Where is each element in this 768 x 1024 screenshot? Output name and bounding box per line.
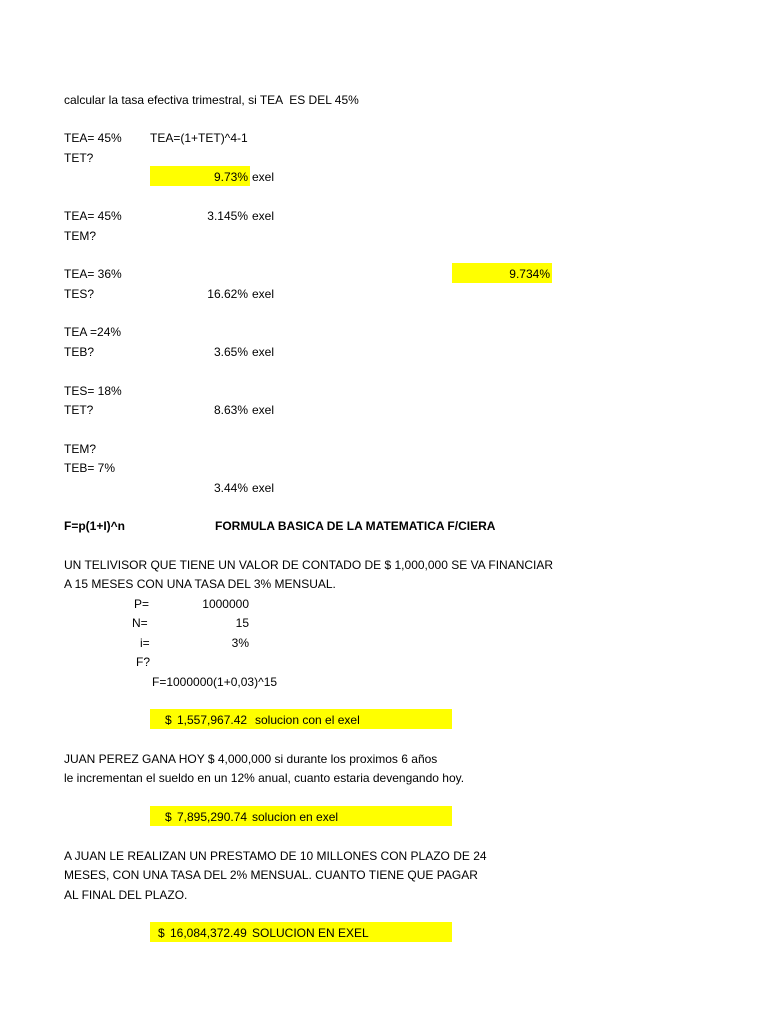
b2-tea: TEA= 45%: [64, 209, 122, 223]
b2-value: 3.145%: [207, 209, 248, 223]
b1-value: 9.73%: [213, 170, 248, 184]
p1-result-note: solucion con el exel: [255, 713, 360, 727]
p2-currency: $: [165, 810, 172, 824]
p1-n-value: 15: [235, 616, 249, 630]
b1-formula: TEA=(1+TET)^4-1: [150, 131, 248, 145]
b3-question: TES?: [64, 287, 95, 301]
b1-tag: exel: [252, 170, 275, 184]
p2-result-note: solucion en exel: [252, 810, 339, 824]
p3-result: 16,084,372.49: [170, 926, 247, 940]
b5-tag: exel: [252, 403, 275, 417]
p1-calc: F=1000000(1+0,03)^15: [152, 675, 278, 689]
formula-title: FORMULA BASICA DE LA MATEMATICA F/CIERA: [215, 519, 496, 533]
b6-question: TEM?: [64, 442, 97, 456]
b3-tag: exel: [252, 287, 275, 301]
b5-tes: TES= 18%: [64, 384, 122, 398]
p3-line1: A JUAN LE REALIZAN UN PRESTAMO DE 10 MILLONES CON PLAZO DE 24: [64, 849, 487, 863]
p1-currency: $: [165, 713, 172, 727]
b2-question: TEM?: [64, 229, 97, 243]
basic-formula: F=p(1+I)^n: [64, 519, 126, 533]
b3-value: 16.62%: [207, 287, 248, 301]
p3-line2: MESES, CON UNA TASA DEL 2% MENSUAL. CUANTO TIENE QUE PAGAR: [64, 868, 478, 882]
p2-result: 7,895,290.74: [177, 810, 248, 824]
p1-p-label: P=: [134, 597, 150, 611]
b1-tea: TEA= 45%: [64, 131, 122, 145]
b6-value: 3.44%: [213, 481, 248, 495]
b3-side-value: 9.734%: [509, 267, 550, 281]
p2-line2: le incrementan el sueldo en un 12% anual, cuanto estaria devengando hoy.: [64, 771, 465, 785]
p3-line3: AL FINAL DEL PLAZO.: [64, 888, 188, 902]
b6-tag: exel: [252, 481, 275, 495]
b5-question: TET?: [64, 403, 94, 417]
b4-question: TEB?: [64, 345, 95, 359]
p2-line1: JUAN PEREZ GANA HOY $ 4,000,000 si durante los proximos 6 años: [64, 752, 438, 766]
b5-value: 8.63%: [213, 403, 248, 417]
p1-n-label: N=: [132, 616, 148, 630]
b4-tea: TEA =24%: [64, 325, 122, 339]
p1-i-label: i=: [140, 636, 150, 650]
intro-text: calcular la tasa efectiva trimestral, si TEA ES DEL 45%: [64, 93, 359, 107]
p1-line1: UN TELIVISOR QUE TIENE UN VALOR DE CONTADO DE $ 1,000,000 SE VA FINANCIAR: [64, 558, 554, 572]
b4-tag: exel: [252, 345, 275, 359]
b1-question: TET?: [64, 151, 94, 165]
p3-currency: $: [158, 926, 165, 940]
p3-result-note: SOLUCION EN EXEL: [252, 926, 369, 940]
b4-value: 3.65%: [213, 345, 248, 359]
b6-teb: TEB= 7%: [64, 461, 116, 475]
p1-result: 1,557,967.42: [177, 713, 248, 727]
p1-p-value: 1000000: [202, 597, 249, 611]
b2-tag: exel: [252, 209, 275, 223]
p1-f-label: F?: [136, 655, 151, 669]
b3-tea: TEA= 36%: [64, 267, 122, 281]
p1-line2: A 15 MESES CON UNA TASA DEL 3% MENSUAL.: [64, 577, 336, 591]
p1-i-value: 3%: [231, 636, 249, 650]
